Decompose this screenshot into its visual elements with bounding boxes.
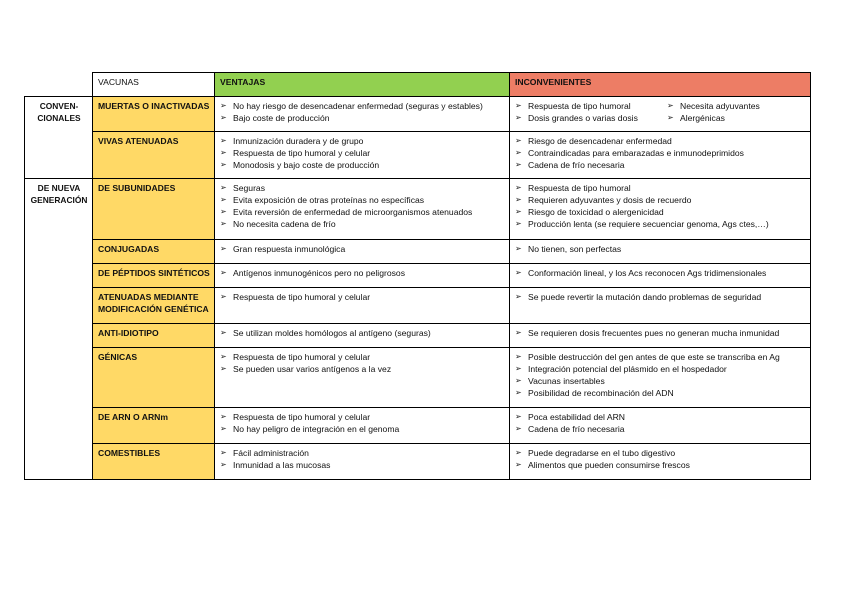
list-item: ➢ Integración potencial del plásmido en el hospedador [515,363,806,375]
corner-cell [25,73,93,97]
inconvenientes-list [515,243,806,255]
ventajas-list [220,182,505,230]
inconvenientes-list-a [515,100,667,124]
vaccine-type: MUERTAS O INACTIVADAS [93,97,215,132]
list-item: ➢ Necesita adyuvantes [667,100,760,112]
group-label: CONVEN- CIONALES [37,101,81,123]
ventajas-list [220,291,505,303]
list-item: ➢ Fácil administración [220,447,505,459]
vaccine-type: ANTI-IDIOTIPO [93,324,215,348]
list-item: ➢ Se utilizan moldes homólogos al antígeno (seguras) [220,327,505,339]
list-item: ➢ Inmunización duradera y de grupo [220,135,505,147]
list-item: ➢ Evita reversión de enfermedad de microorganismos atenuados [220,206,505,218]
ventajas-cell [215,348,510,408]
table-row [25,348,811,408]
list-item: ➢ Se requieren dosis frecuentes pues no generan mucha inmunidad [515,327,806,339]
list-item: ➢ Antígenos inmunogénicos pero no peligrosos [220,267,505,279]
vaccine-type: GÉNICAS [93,348,215,408]
vaccine-type: ATENUADAS MEDIANTE MODIFICACIÓN GENÉTICA [93,288,215,324]
list-item: ➢ No necesita cadena de frío [220,218,505,230]
list-item: ➢ Respuesta de tipo humoral [515,182,806,194]
group-nueva-generacion [25,179,93,480]
list-item: ➢ Riesgo de toxicidad o alergenicidad [515,206,806,218]
inconvenientes-cell [510,97,811,132]
inconvenientes-list [515,327,806,339]
list-item: ➢ Bajo coste de producción [220,112,505,124]
inconvenientes-list-b [667,100,760,124]
table-row [25,324,811,348]
ventajas-cell [215,444,510,480]
list-item: ➢ Vacunas insertables [515,375,806,387]
list-item: ➢ Respuesta de tipo humoral y celular [220,351,505,363]
table-row [25,97,811,132]
group-convencionales [25,97,93,179]
table-row [25,444,811,480]
list-item: ➢ Se puede revertir la mutación dando problemas de seguridad [515,291,806,303]
inconvenientes-cell [510,132,811,179]
vaccine-type: COMESTIBLES [93,444,215,480]
ventajas-list [220,100,505,124]
table-row [25,264,811,288]
list-item: ➢ Puede degradarse en el tubo digestivo [515,447,806,459]
list-item: ➢ Evita exposición de otras proteínas no específicas [220,194,505,206]
table-row [25,240,811,264]
list-item: ➢ No hay riesgo de desencadenar enfermedad (seguras y estables) [220,100,505,112]
ventajas-list [220,351,505,375]
inconvenientes-list [515,351,806,399]
inconvenientes-list [515,135,806,171]
table-row [25,132,811,179]
ventajas-list [220,267,505,279]
ventajas-list [220,411,505,435]
inconvenientes-list [515,182,806,230]
ventajas-list [220,327,505,339]
list-item: ➢ Respuesta de tipo humoral y celular [220,291,505,303]
ventajas-cell [215,240,510,264]
vaccine-type: CONJUGADAS [93,240,215,264]
list-item: ➢ Posibilidad de recombinación del ADN [515,387,806,399]
vaccine-type: VIVAS ATENUADAS [93,132,215,179]
inconvenientes-two-col [515,100,806,124]
inconvenientes-list [515,411,806,435]
inconvenientes-list [515,291,806,303]
inconvenientes-cell [510,240,811,264]
list-item: ➢ Dosis grandes o varias dosis [515,112,667,124]
vaccine-type: DE SUBUNIDADES [93,179,215,240]
inconvenientes-cell [510,444,811,480]
list-item: ➢ Posible destrucción del gen antes de que este se transcriba en Ag [515,351,806,363]
list-item: ➢ Respuesta de tipo humoral y celular [220,147,505,159]
list-item: ➢ No tienen, son perfectas [515,243,806,255]
list-item: ➢ Respuesta de tipo humoral [515,100,667,112]
list-item: ➢ Poca estabilidad del ARN [515,411,806,423]
list-item: ➢ Inmunidad a las mucosas [220,459,505,471]
header-ventajas: VENTAJAS [215,73,510,97]
vaccine-type: DE ARN O ARNm [93,408,215,444]
list-item: ➢ Seguras [220,182,505,194]
table-row [25,179,811,240]
list-item: ➢ Riesgo de desencadenar enfermedad [515,135,806,147]
ventajas-cell [215,324,510,348]
table-row [25,408,811,444]
ventajas-list [220,243,505,255]
inconvenientes-cell [510,179,811,240]
vaccine-type: DE PÉPTIDOS SINTÉTICOS [93,264,215,288]
inconvenientes-cell [510,348,811,408]
inconvenientes-list [515,267,806,279]
list-item: ➢ Se pueden usar varios antígenos a la vez [220,363,505,375]
list-item: ➢ Respuesta de tipo humoral y celular [220,411,505,423]
vaccines-table [24,72,811,480]
list-item: ➢ Monodosis y bajo coste de producción [220,159,505,171]
list-item: ➢ Producción lenta (se requiere secuenciar genoma, Ags ctes,…) [515,218,806,230]
list-item: ➢ No hay peligro de integración en el genoma [220,423,505,435]
ventajas-cell [215,97,510,132]
list-item: ➢ Cadena de frío necesaria [515,423,806,435]
list-item: ➢ Alergénicas [667,112,760,124]
list-item: ➢ Alimentos que pueden consumirse frescos [515,459,806,471]
inconvenientes-list [515,447,806,471]
inconvenientes-cell [510,324,811,348]
ventajas-cell [215,408,510,444]
list-item: ➢ Conformación lineal, y los Acs reconocen Ags tridimensionales [515,267,806,279]
ventajas-list [220,135,505,171]
list-item: ➢ Gran respuesta inmunológica [220,243,505,255]
ventajas-cell [215,288,510,324]
inconvenientes-cell [510,264,811,288]
header-inconvenientes: INCONVENIENTES [510,73,811,97]
list-item: ➢ Requieren adyuvantes y dosis de recuerdo [515,194,806,206]
inconvenientes-cell [510,288,811,324]
header-row [25,73,811,97]
ventajas-cell [215,264,510,288]
ventajas-list [220,447,505,471]
ventajas-cell [215,132,510,179]
group-label: DE NUEVA GENERACIÓN [30,183,88,205]
list-item: ➢ Contraindicadas para embarazadas e inmunodeprimidos [515,147,806,159]
list-item: ➢ Cadena de frío necesaria [515,159,806,171]
table-row [25,288,811,324]
header-vacunas: VACUNAS [93,73,215,97]
ventajas-cell [215,179,510,240]
inconvenientes-cell [510,408,811,444]
